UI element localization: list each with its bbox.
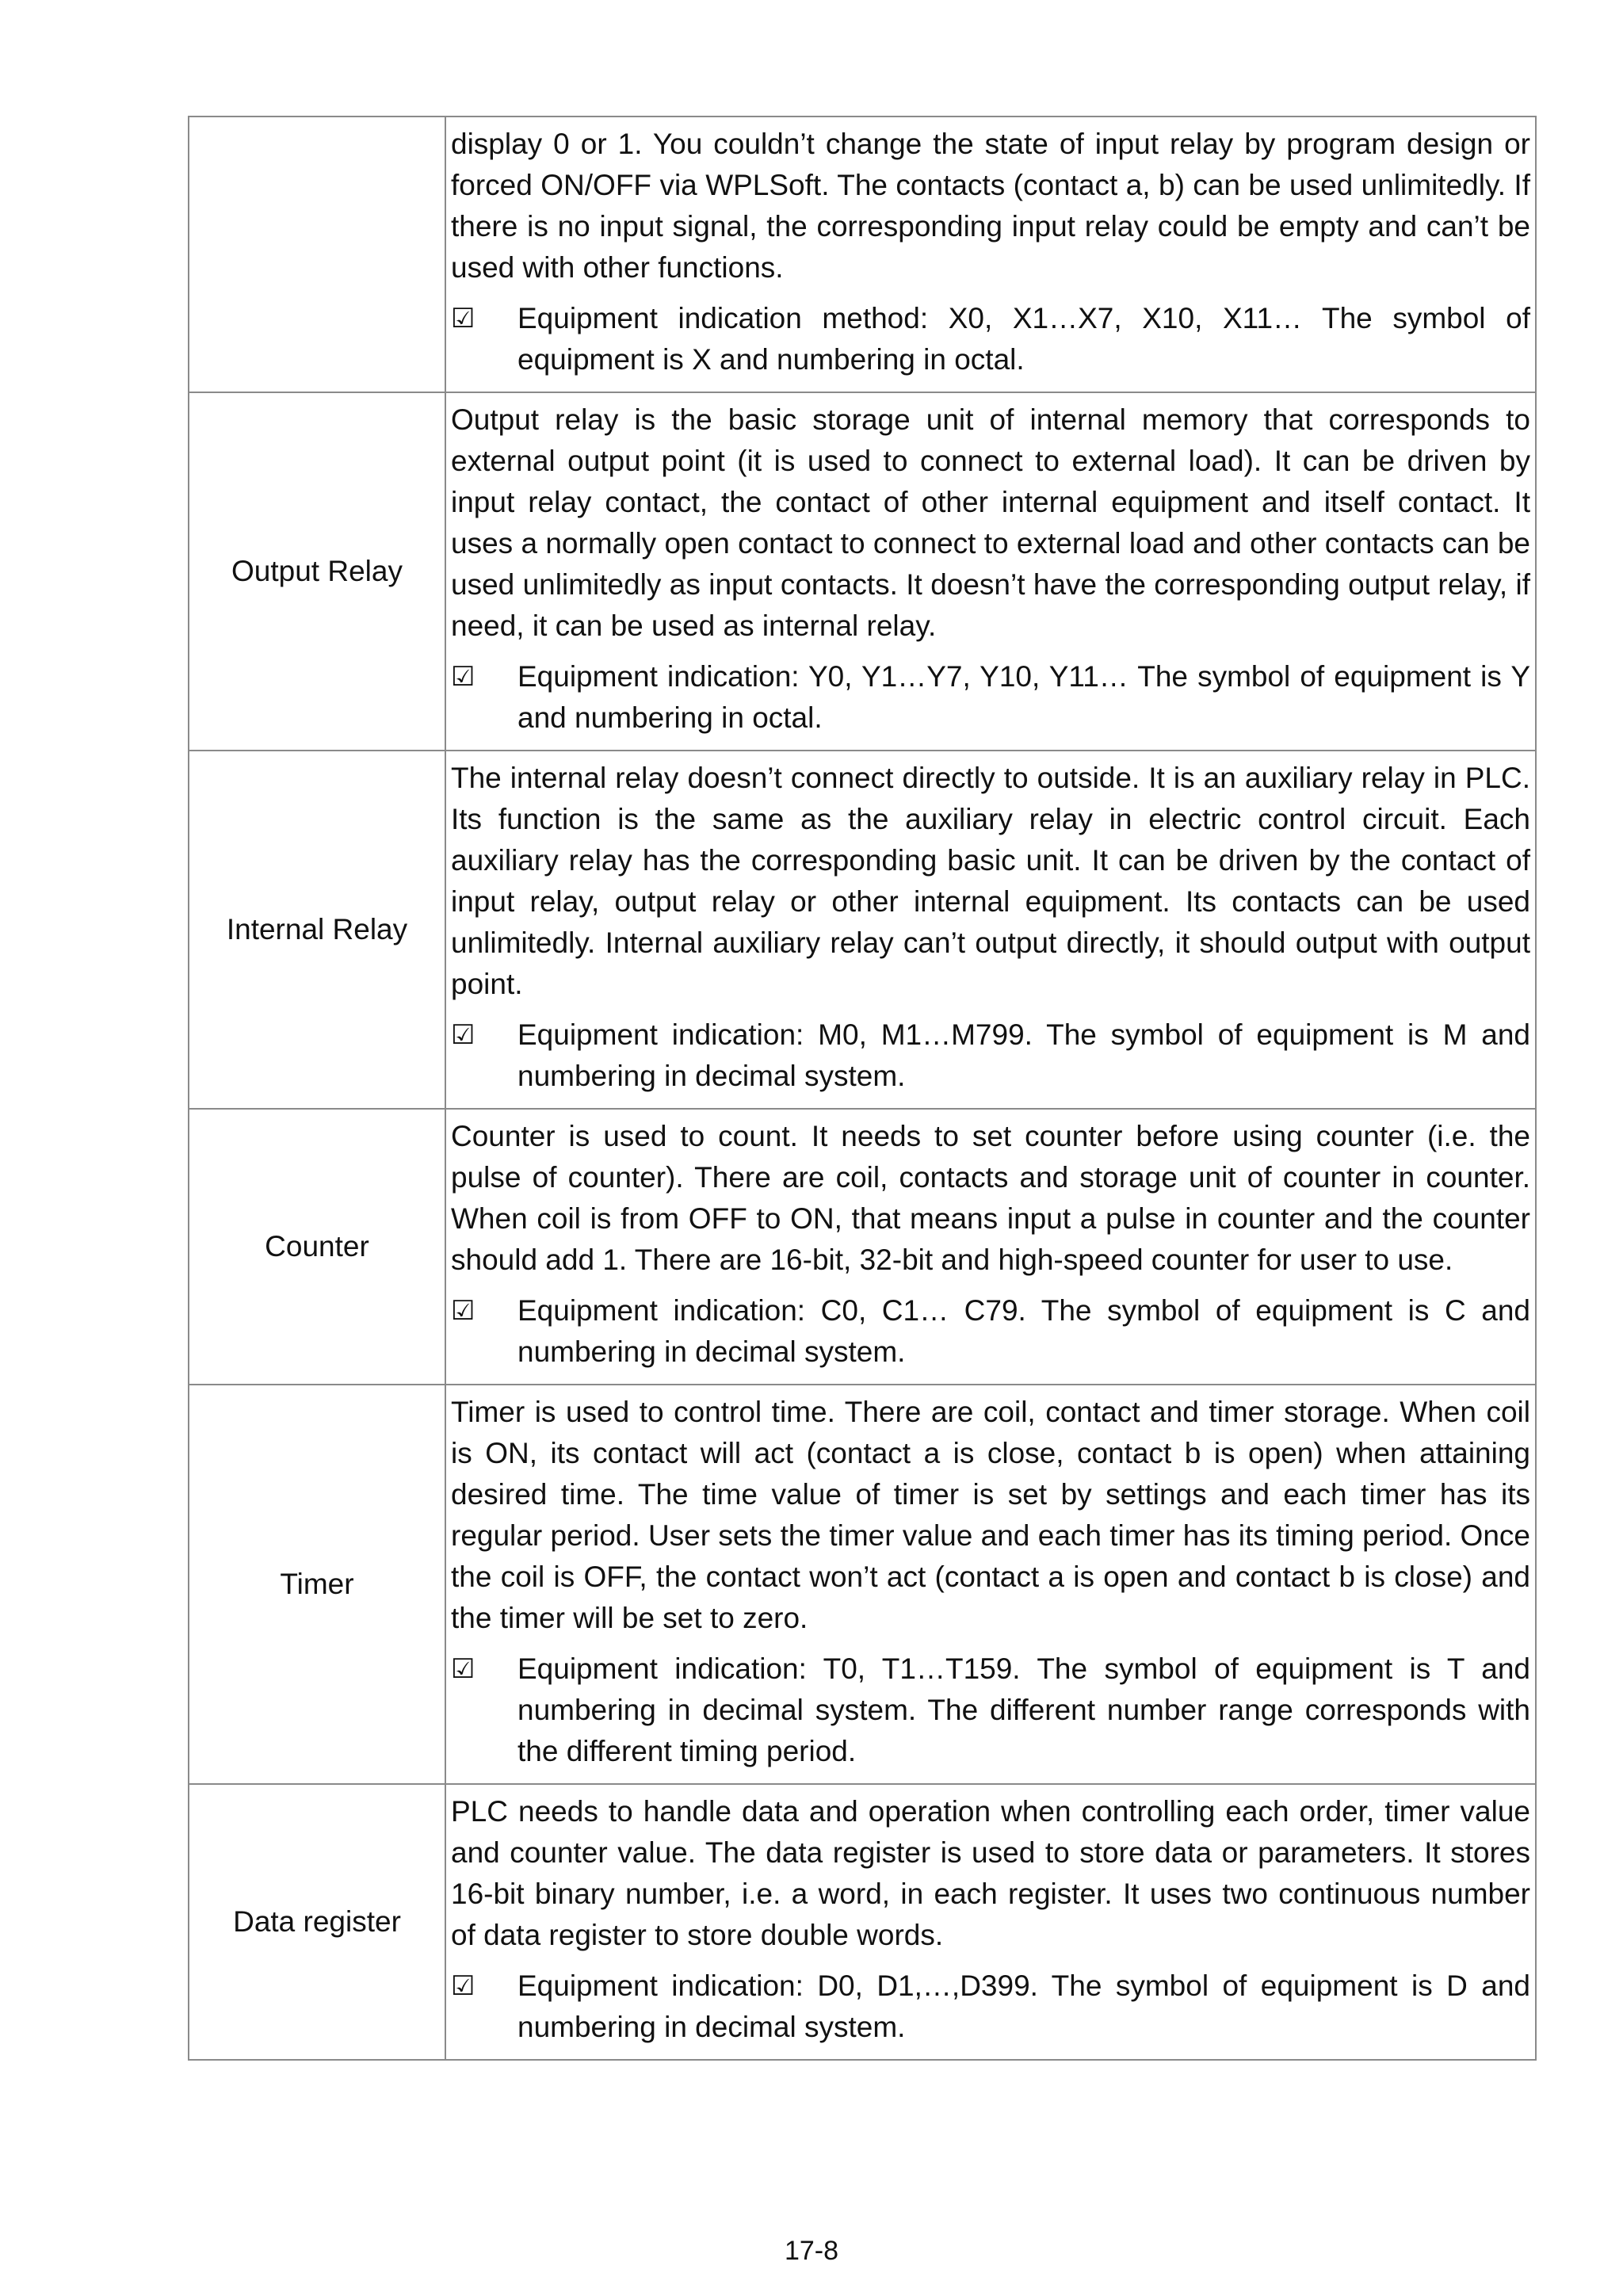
equipment-description (445, 751, 1536, 1109)
description-text: The internal relay doesn’t connect directly to outside. It is an auxiliary relay in PLC. Its function is the same as the auxiliary relay in electric control circuit. Each auxiliary relay has the corresponding basic unit. It can be driven by the contact of input relay, output relay or other internal equipment. Its contacts can be used unlimitedly. Internal auxiliary relay can’t output directly, it should output with output point. (451, 762, 1530, 1000)
checkbox-icon: ☑ (451, 1970, 475, 2002)
table-row (189, 392, 1536, 751)
bullet-text: Equipment indication: C0, C1… C79. The symbol of equipment is C and numbering in decimal system. (517, 1294, 1530, 1368)
equipment-description (445, 392, 1536, 751)
table-row (189, 117, 1536, 392)
equipment-description (445, 1109, 1536, 1385)
checkbox-icon: ☑ (451, 1295, 475, 1327)
description-text: PLC needs to handle data and operation when controlling each order, timer value and counter value. The data register is used to store data or parameters. It stores 16-bit binary number, i.e. a word, in each register. It uses two continuous number of data register to store double words. (451, 1795, 1530, 1951)
table-row (189, 1385, 1536, 1784)
equipment-name: Internal Relay (189, 751, 445, 1109)
checkbox-icon: ☑ (451, 303, 475, 334)
description-text: display 0 or 1. You couldn’t change the state of input relay by program design or forced ON/OFF via WPLSoft. The contacts (contact a, b) can be used unlimitedly. If there is no input signal, the corresponding input relay could be empty and can’t be used with other functions. (451, 128, 1530, 284)
bullet-item (451, 1648, 1530, 1772)
bullet-text: Equipment indication: T0, T1…T159. The symbol of equipment is T and numbering in decimal system. The different number range corresponds with the different timing period. (517, 1652, 1530, 1767)
table-row (189, 1109, 1536, 1385)
equipment-description (445, 1784, 1536, 2060)
equipment-name: Timer (189, 1385, 445, 1784)
description-text: Output relay is the basic storage unit of internal memory that corresponds to external output point (it is used to connect to external load). It can be driven by input relay contact, the contact of other internal equipment and itself contact. It uses a normally open contact to connect to external load and other contacts can be used unlimitedly as input contacts. It doesn’t have the corresponding output relay, if need, it can be used as internal relay. (451, 403, 1530, 642)
equipment-description (445, 117, 1536, 392)
bullet-text: Equipment indication: Y0, Y1…Y7, Y10, Y11… The symbol of equipment is Y and numbering in octal. (517, 660, 1530, 734)
table-row (189, 751, 1536, 1109)
checkbox-icon: ☑ (451, 661, 475, 693)
bullet-item (451, 298, 1530, 380)
bullet-item (451, 1014, 1530, 1097)
equipment-name: Output Relay (189, 392, 445, 751)
bullet-item (451, 1966, 1530, 2048)
bullet-item (451, 1290, 1530, 1373)
checkbox-icon: ☑ (451, 1653, 475, 1685)
equipment-name: Counter (189, 1109, 445, 1385)
bullet-item (451, 656, 1530, 739)
bullet-text: Equipment indication method: X0, X1…X7, X10, X11… The symbol of equipment is X and numbering in octal. (517, 302, 1530, 376)
equipment-name (189, 117, 445, 392)
equipment-table (188, 116, 1537, 2061)
description-text: Timer is used to control time. There are coil, contact and timer storage. When coil is ON, its contact will act (contact a is close, contact b is open) when attaining desired time. The time value of timer is set by settings and each timer has its regular period. User sets the timer value and each timer has its timing period. Once the coil is OFF, the contact won’t act (contact a is open and contact b is close) and the timer will be set to zero. (451, 1396, 1530, 1634)
equipment-description (445, 1385, 1536, 1784)
equipment-name: Data register (189, 1784, 445, 2060)
checkbox-icon: ☑ (451, 1019, 475, 1051)
description-text: Counter is used to count. It needs to set counter before using counter (i.e. the pulse of counter). There are coil, contacts and storage unit of counter in counter. When coil is from OFF to ON, that means input a pulse in counter and the counter should add 1. There are 16-bit, 32-bit and high-speed counter for user to use. (451, 1120, 1530, 1276)
page-number: 17-8 (784, 2236, 839, 2266)
bullet-text: Equipment indication: M0, M1…M799. The symbol of equipment is M and numbering in decimal system. (517, 1018, 1530, 1092)
table-row (189, 1784, 1536, 2060)
bullet-text: Equipment indication: D0, D1,…,D399. The symbol of equipment is D and numbering in decimal system. (517, 1969, 1530, 2043)
